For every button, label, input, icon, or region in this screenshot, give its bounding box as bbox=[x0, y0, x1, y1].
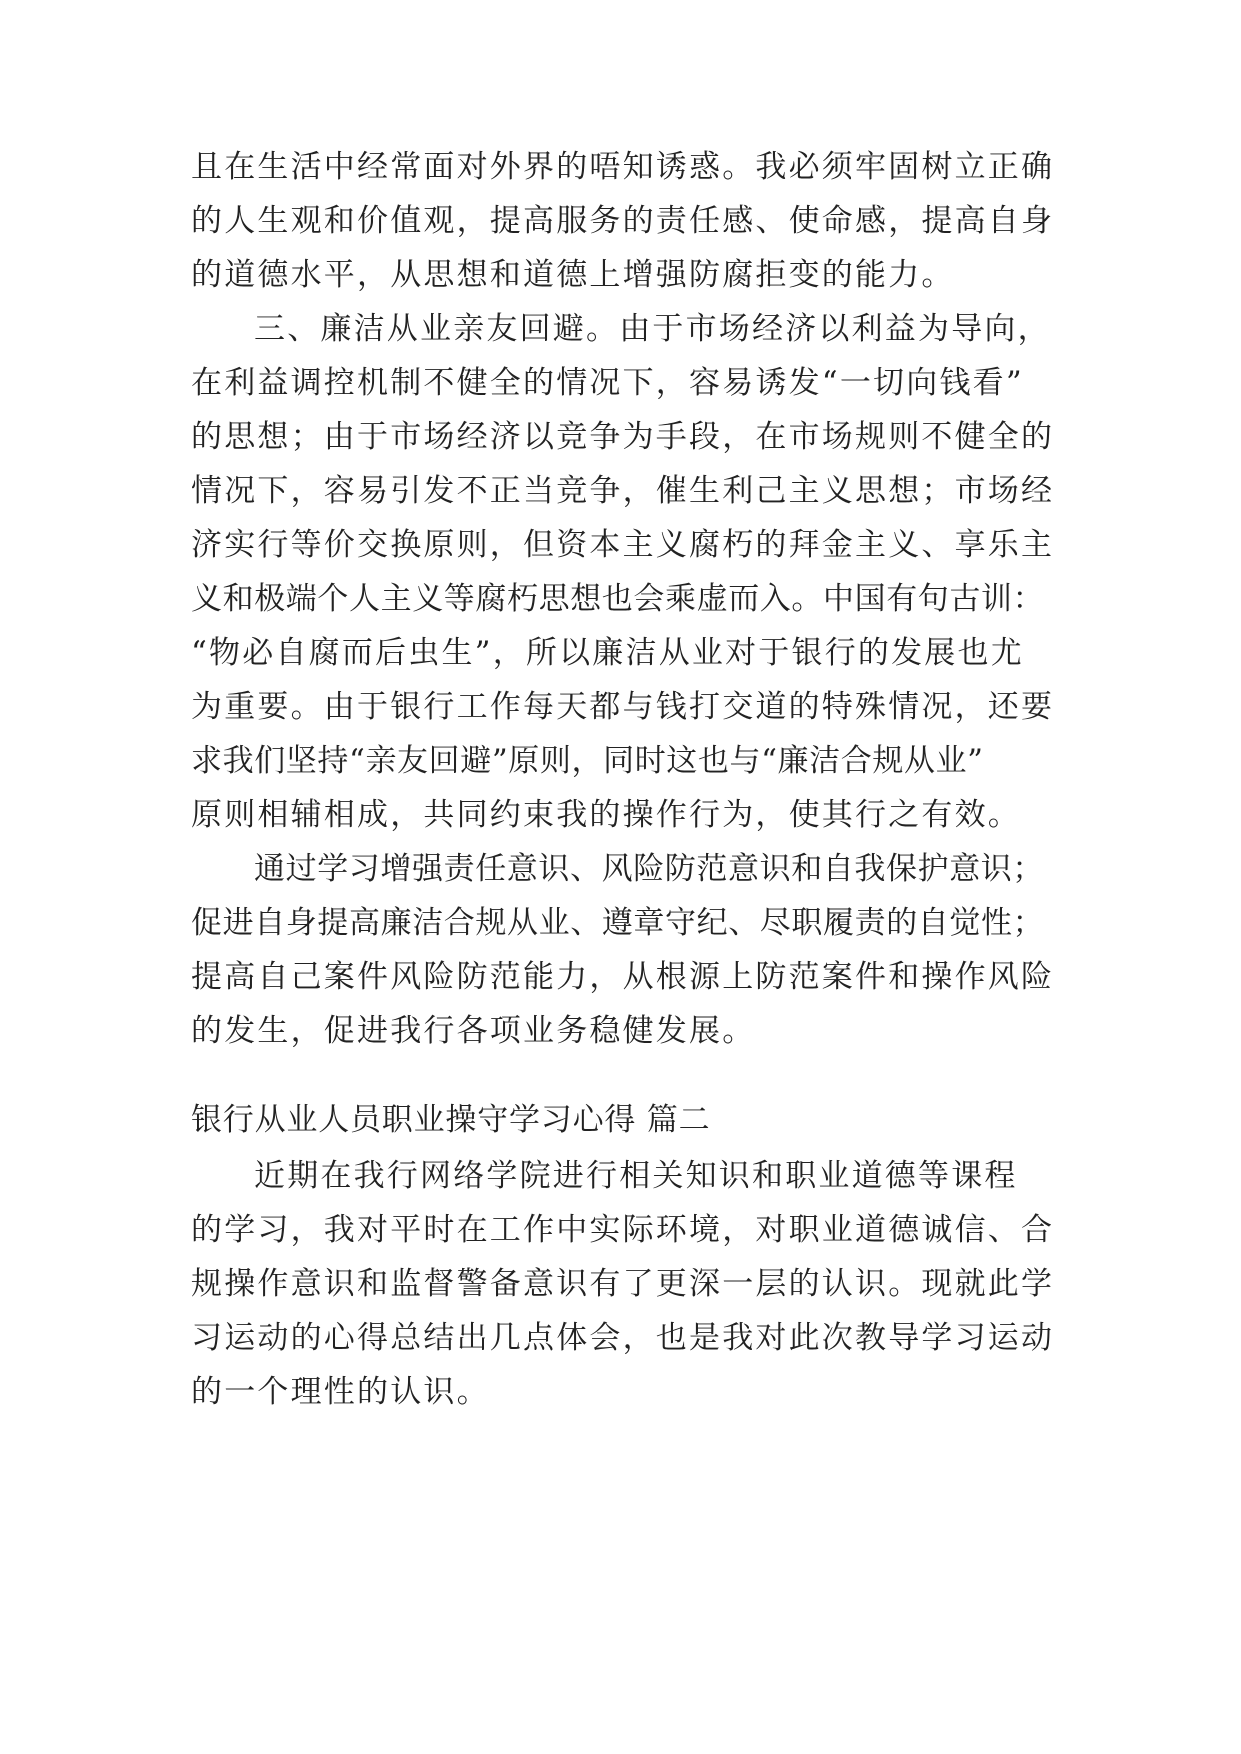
paragraph-line: 的人生观和价值观，提高服务的责任感、使命感，提高自身 bbox=[191, 203, 1055, 239]
paragraph-line: 习运动的心得总结出几点体会，也是我对此次教导学习运动 bbox=[191, 1320, 1055, 1356]
paragraph-line: 的道德水平，从思想和道德上增强防腐拒变的能力。 bbox=[191, 257, 955, 293]
paragraph-line: 规操作意识和监督警备意识有了更深一层的认识。现就此学 bbox=[191, 1266, 1055, 1302]
paragraph-line: 促进自身提高廉洁合规从业、遵章守纪、尽职履责的自觉性； bbox=[191, 905, 1045, 941]
paragraph-line: 的发生，促进我行各项业务稳健发展。 bbox=[191, 1013, 756, 1049]
paragraph-line: 济实行等价交换原则，但资本主义腐朽的拜金主义、享乐主 bbox=[191, 527, 1055, 563]
paragraph-line: 三、廉洁从业亲友回避。由于市场经济以利益为导向， bbox=[254, 311, 1051, 347]
paragraph-line: 近期在我行网络学院进行相关知识和职业道德等课程 bbox=[254, 1158, 1018, 1194]
paragraph-line: 且在生活中经常面对外界的唔知诱惑。我必须牢固树立正确 bbox=[191, 149, 1055, 185]
paragraph-line: 通过学习增强责任意识、风险防范意识和自我保护意识； bbox=[254, 851, 1044, 887]
section-title: 银行从业人员职业操守学习心得 篇二 bbox=[191, 1102, 711, 1138]
paragraph-line: 提高自己案件风险防范能力，从根源上防范案件和操作风险 bbox=[191, 959, 1055, 995]
paragraph-line: 的思想；由于市场经济以竞争为手段，在市场规则不健全的 bbox=[191, 419, 1055, 455]
paragraph-line: 求我们坚持“亲友回避”原则，同时这也与“廉洁合规从业” bbox=[191, 743, 984, 779]
paragraph-line: 的学习，我对平时在工作中实际环境，对职业道德诚信、合 bbox=[191, 1212, 1055, 1248]
paragraph-line: 的一个理性的认识。 bbox=[191, 1374, 490, 1410]
paragraph-line: 原则相辅相成，共同约束我的操作行为，使其行之有效。 bbox=[191, 797, 1021, 833]
paragraph-line: “物必自腐而后虫生”，所以廉洁从业对于银行的发展也尤 bbox=[191, 635, 1024, 671]
paragraph-line: 情况下，容易引发不正当竞争，催生利己主义思想；市场经 bbox=[191, 473, 1055, 509]
paragraph-line: 为重要。由于银行工作每天都与钱打交道的特殊情况，还要 bbox=[191, 689, 1055, 725]
paragraph-line: 在利益调控机制不健全的情况下，容易诱发“一切向钱看” bbox=[191, 365, 1024, 401]
paragraph-line: 义和极端个人主义等腐朽思想也会乘虚而入。中国有句古训： bbox=[191, 581, 1045, 617]
